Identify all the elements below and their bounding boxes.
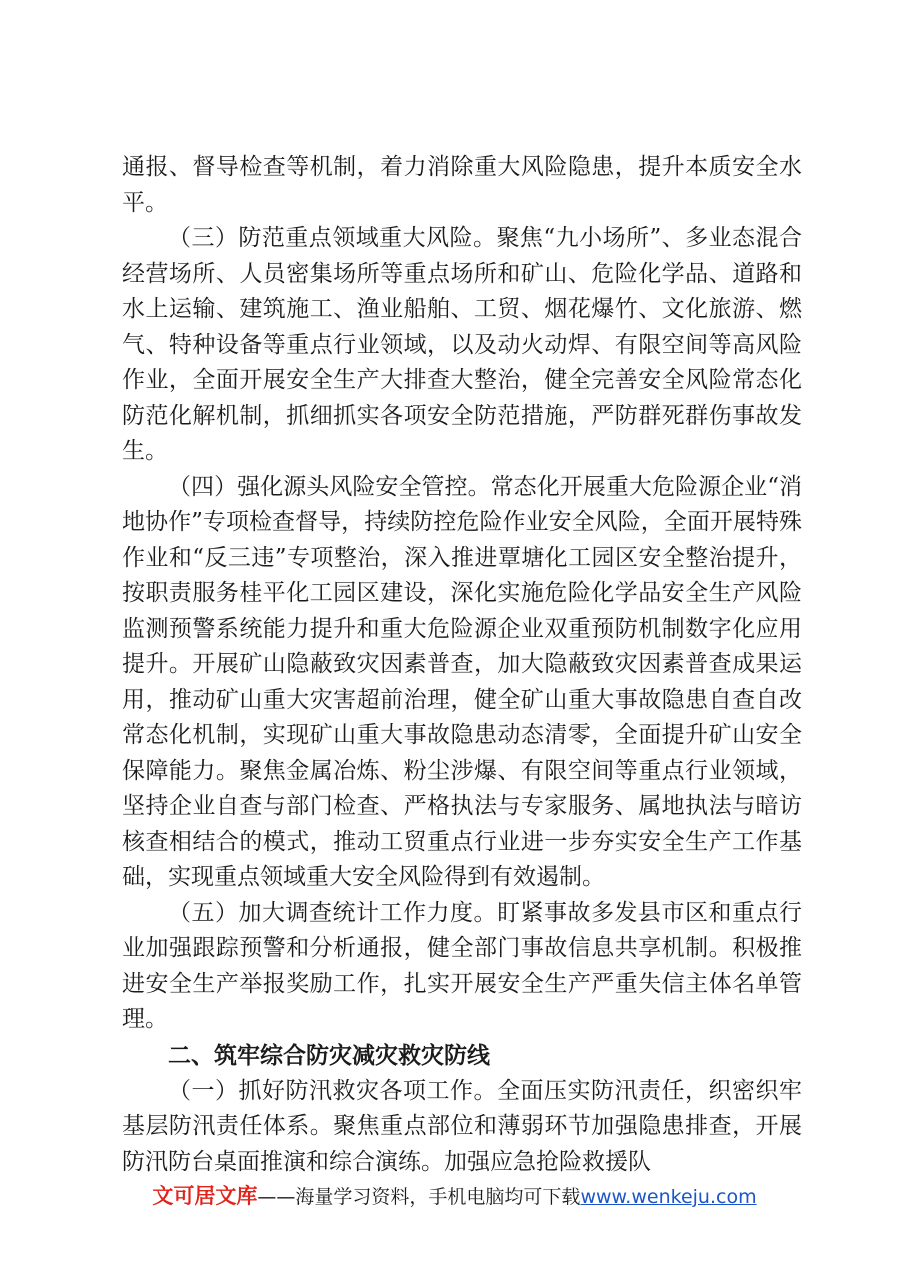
footer-slogan: ——海量学习资料，手机电脑均可下载: [257, 1186, 581, 1208]
paragraph-continued: 通报、督导检查等机制，着力消除重大风险隐患，提升本质安全水平。: [122, 154, 802, 216]
paragraph-section-5: （五）加大调查统计工作力度。盯紧事故多发县市区和重点行业加强跟踪预警和分析通报，健全部门事故信息共享机制。积极推进安全生产举报奖励工作，扎实开展安全生产严重失信主体名单管理。: [122, 899, 802, 1032]
paragraph-section-4: （四）强化源头风险安全管控。常态化开展重大危险源企业“消地协作”专项检查督导，持续防控危险作业安全风险，全面开展特殊作业和“反三违”专项整治，深入推进覃塘化工园区安全整治提升，按职责服务桂平化工园区建设，深化实施危险化学品安全生产风险监测预警系统能力提升和重大危险源企业双重预防机制数字化应用提升。开展矿山隐蔽致灾因素普查，加大隐蔽致灾因素普查成果运用，推动矿山重大灾害超前治理，健全矿山重大事故隐患自查自改常态化机制，实现矿山重大事故隐患动态清零，全面提升矿山安全保障能力。聚焦金属冶炼、粉尘涉爆、有限空间等重点行业领域，坚持企业自查与部门检查、严格执法与专家服务、属地执法与暗访核查相结合的模式，推动工贸重点行业进一步夯实安全生产工作基础，实现重点领域重大安全风险得到有效遏制。: [122, 473, 802, 890]
paragraph-subsection-1: （一）抓好防汛救灾各项工作。全面压实防汛责任，织密织牢基层防汛责任体系。聚焦重点部位和薄弱环节加强隐患排查，开展防汛防台桌面推演和综合演练。加强应急抢险救援队: [122, 1077, 802, 1175]
section-heading: 二、筑牢综合防灾减灾救灾防线: [168, 1042, 490, 1069]
document-body: [122, 150, 802, 1180]
footer-url-link[interactable]: www.wenkeju.com: [580, 1186, 757, 1208]
footer-brand: 文可居文库: [152, 1184, 258, 1208]
paragraph-section-3: （三）防范重点领域重大风险。聚焦“九小场所”、多业态混合经营场所、人员密集场所等重点场所和矿山、危险化学品、道路和水上运输、建筑施工、渔业船舶、工贸、烟花爆竹、文化旅游、燃气、特种设备等重点行业领域，以及动火动焊、有限空间等高风险作业，全面开展安全生产大排查大整治，健全完善安全风险常态化防范化解机制，抓细抓实各项安全防范措施，严防群死群伤事故发生。: [122, 225, 802, 464]
footer-banner: [0, 1183, 909, 1210]
